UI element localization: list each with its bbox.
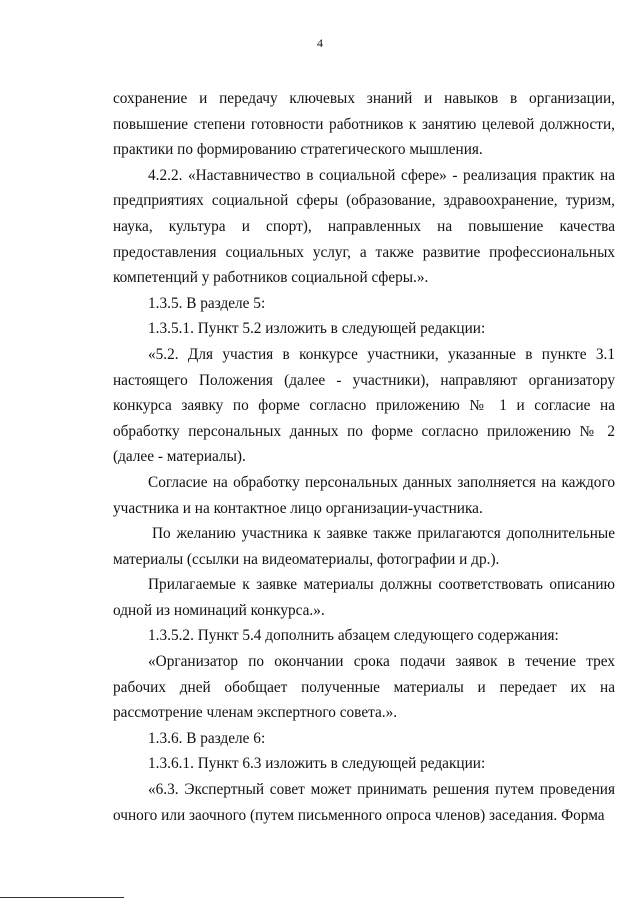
paragraph-1-3-5-1: 1.3.5.1. Пункт 5.2 изложить в следующей редакции: (148, 320, 486, 338)
paragraph-continuation: сохранение и передачу ключевых знаний и навыков в организации, повышение степени готовности работников к занятию целевой должности, практики по формированию стратегического мышления. (113, 90, 615, 159)
document-body (113, 86, 615, 828)
paragraph-attached-materials: Прилагаемые к заявке материалы должны соответствовать описанию одной из номинаций конкурса.». (113, 576, 615, 619)
paragraph-1-3-5: 1.3.5. В разделе 5: (148, 294, 266, 312)
paragraph-1-3-6: 1.3.6. В разделе 6: (148, 729, 266, 747)
paragraph-4-2-2: 4.2.2. «Наставничество в социальной сфере» - реализация практик на предприятиях социальной сферы (образование, здравоохранение, туризм, наука, культура и спорт), направленных на повышение качества предоставления социальных услуг, а также развитие профессиональных компетенций у работников социальной сферы.». (113, 166, 615, 287)
paragraph-6-3: «6.3. Экспертный совет может принимать решения путем проведения очного или заочного (путем письменного опроса членов) заседания. Форма (113, 781, 615, 824)
paragraph-additional-materials: По желанию участника к заявке также прилагаются дополнительные материалы (ссылки на видеоматериалы, фотографии и др.). (113, 525, 615, 568)
paragraph-1-3-6-1: 1.3.6.1. Пункт 6.3 изложить в следующей редакции: (148, 755, 486, 773)
paragraph-organizer: «Организатор по окончании срока подачи заявок в течение трех рабочих дней обобщает полученные материалы и передает их на рассмотрение членам экспертного совета.». (113, 653, 615, 722)
footer-rule (0, 897, 124, 898)
paragraph-1-3-5-2: 1.3.5.2. Пункт 5.4 дополнить абзацем следующего содержания: (148, 627, 559, 645)
paragraph-5-2: «5.2. Для участия в конкурсе участники, указанные в пункте 3.1 настоящего Положения (далее - участники), направляют организатору конкурса заявку по форме согласно приложению № 1 и согласие на обработку персональных данных по форме согласно приложению № 2 (далее - материалы). (113, 345, 615, 466)
page-number: 4 (317, 36, 323, 50)
paragraph-consent: Согласие на обработку персональных данных заполняется на каждого участника и на контактное лицо организации-участника. (113, 473, 615, 517)
